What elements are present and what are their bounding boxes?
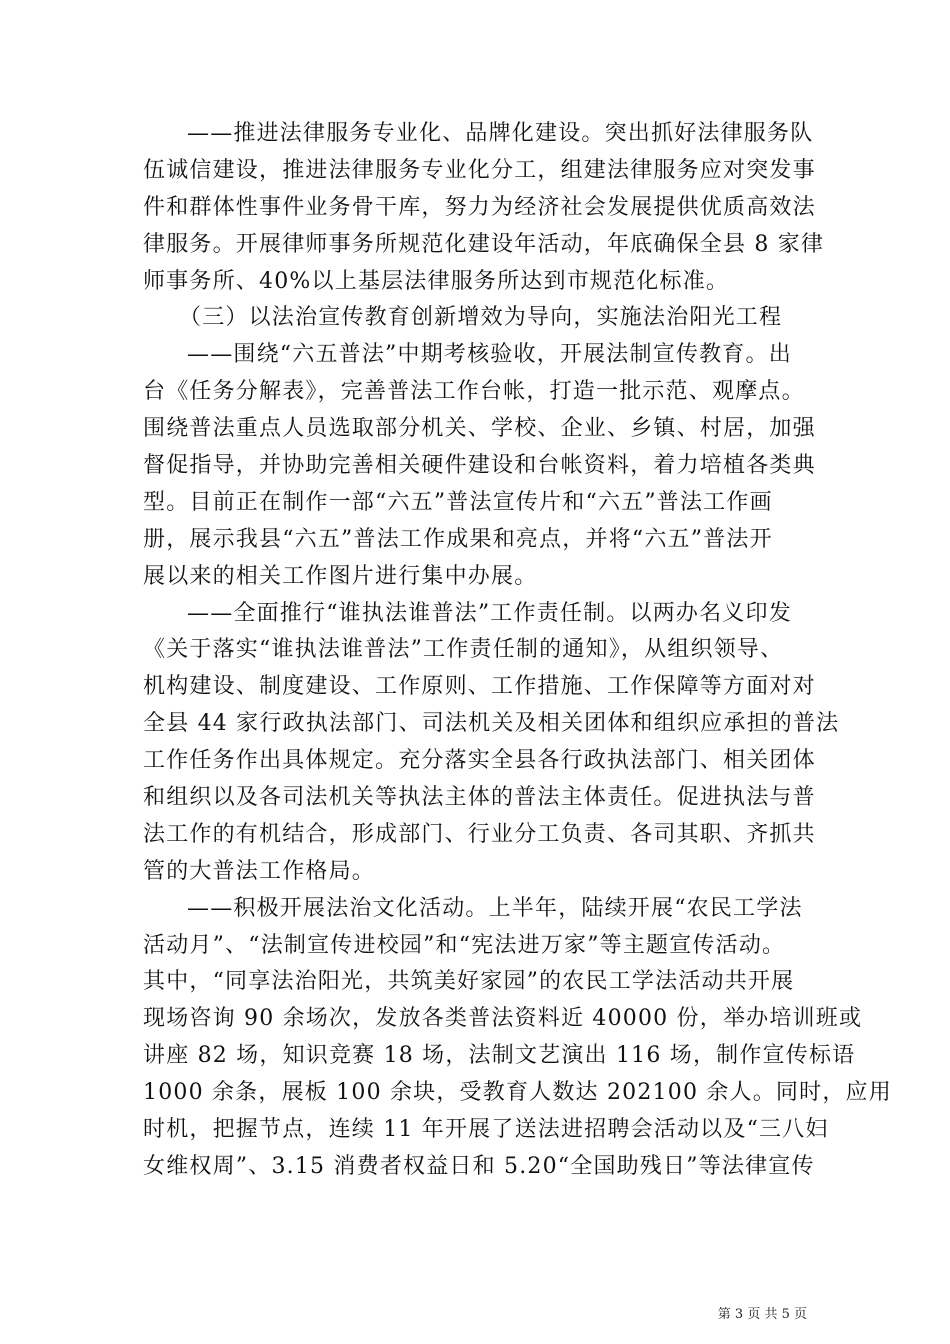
paragraph-line: 1000 余条，展板 100 余块，受教育人数达 202100 余人。同时，应用 bbox=[143, 1080, 892, 1106]
paragraph-line: ——积极开展法治文化活动。上半年，陆续开展“农民工学法 bbox=[187, 895, 803, 921]
paragraph-line: 其中，“同享法治阳光，共筑美好家园”的农民工学法活动共开展 bbox=[143, 969, 795, 995]
paragraph-line: 时机，把握节点，连续 11 年开展了送法进招聘会活动以及“三八妇 bbox=[143, 1117, 829, 1143]
paragraph-line: 活动月”、“法制宣传进校园”和“宪法进万家”等主题宣传活动。 bbox=[143, 932, 786, 958]
paragraph-line: 女维权周”、3.15 消费者权益日和 5.20“全国助残日”等法律宣传 bbox=[143, 1153, 815, 1179]
paragraph-line: 师事务所、40%以上基层法律服务所达到市规范化标准。 bbox=[143, 268, 730, 294]
paragraph-line: 机构建设、制度建设、工作原则、工作措施、工作保障等方面对对 bbox=[143, 674, 816, 700]
paragraph-line: 全县 44 家行政执法部门、司法机关及相关团体和组织应承担的普法 bbox=[143, 711, 840, 737]
paragraph-line: 册，展示我县“六五”普法工作成果和亮点，并将“六五”普法开 bbox=[143, 526, 773, 552]
document-body bbox=[143, 116, 892, 1186]
paragraph-line: ——全面推行“谁执法谁普法”工作责任制。以两办名义印发 bbox=[187, 600, 792, 626]
section-heading: （三）以法治宣传教育创新增效为导向，实施法治阳光工程 bbox=[179, 305, 783, 331]
paragraph-line: 围绕普法重点人员选取部分机关、学校、企业、乡镇、村居，加强 bbox=[143, 416, 816, 442]
paragraph-line: 讲座 82 场，知识竞赛 18 场，法制文艺演出 116 场，制作宣传标语 bbox=[143, 1043, 856, 1069]
paragraph-line: 件和群体性事件业务骨干库，努力为经济社会发展提供优质高效法 bbox=[143, 194, 816, 220]
paragraph-line: 律服务。开展律师事务所规范化建设年活动，年底确保全县 8 家律 bbox=[143, 231, 825, 257]
paragraph-line: 现场咨询 90 余场次，发放各类普法资料近 40000 份，举办培训班或 bbox=[143, 1006, 863, 1032]
paragraph-line: ——推进法律服务专业化、品牌化建设。突出抓好法律服务队 bbox=[187, 121, 814, 146]
paragraph-line: ——围绕“六五普法”中期考核验收，开展法制宣传教育。出 bbox=[187, 342, 792, 368]
paragraph-line: 管的大普法工作格局。 bbox=[143, 858, 376, 884]
paragraph-line: 工作任务作出具体规定。充分落实全县各行政执法部门、相关团体 bbox=[143, 748, 816, 774]
paragraph-line: 伍诚信建设，推进法律服务专业化分工，组建法律服务应对突发事 bbox=[143, 157, 816, 183]
paragraph-line: 法工作的有机结合，形成部门、行业分工负责、各司其职、齐抓共 bbox=[143, 821, 816, 847]
paragraph-line: 《关于落实“谁执法谁普法”工作责任制的通知》，从组织领导、 bbox=[143, 637, 784, 663]
paragraph-line: 和组织以及各司法机关等执法主体的普法主体责任。促进执法与普 bbox=[143, 785, 816, 811]
paragraph-line: 督促指导，并协助完善相关硬件建设和台帐资料，着力培植各类典 bbox=[143, 453, 816, 479]
paragraph-line: 型。目前正在制作一部“六五”普法宣传片和“六五”普法工作画 bbox=[143, 489, 773, 515]
paragraph-line: 展以来的相关工作图片进行集中办展。 bbox=[143, 563, 538, 589]
page-number: 第 3 页 共 5 页 bbox=[717, 1307, 807, 1322]
paragraph-line: 台《任务分解表》，完善普法工作台帐，打造一批示范、观摩点。 bbox=[143, 379, 805, 405]
